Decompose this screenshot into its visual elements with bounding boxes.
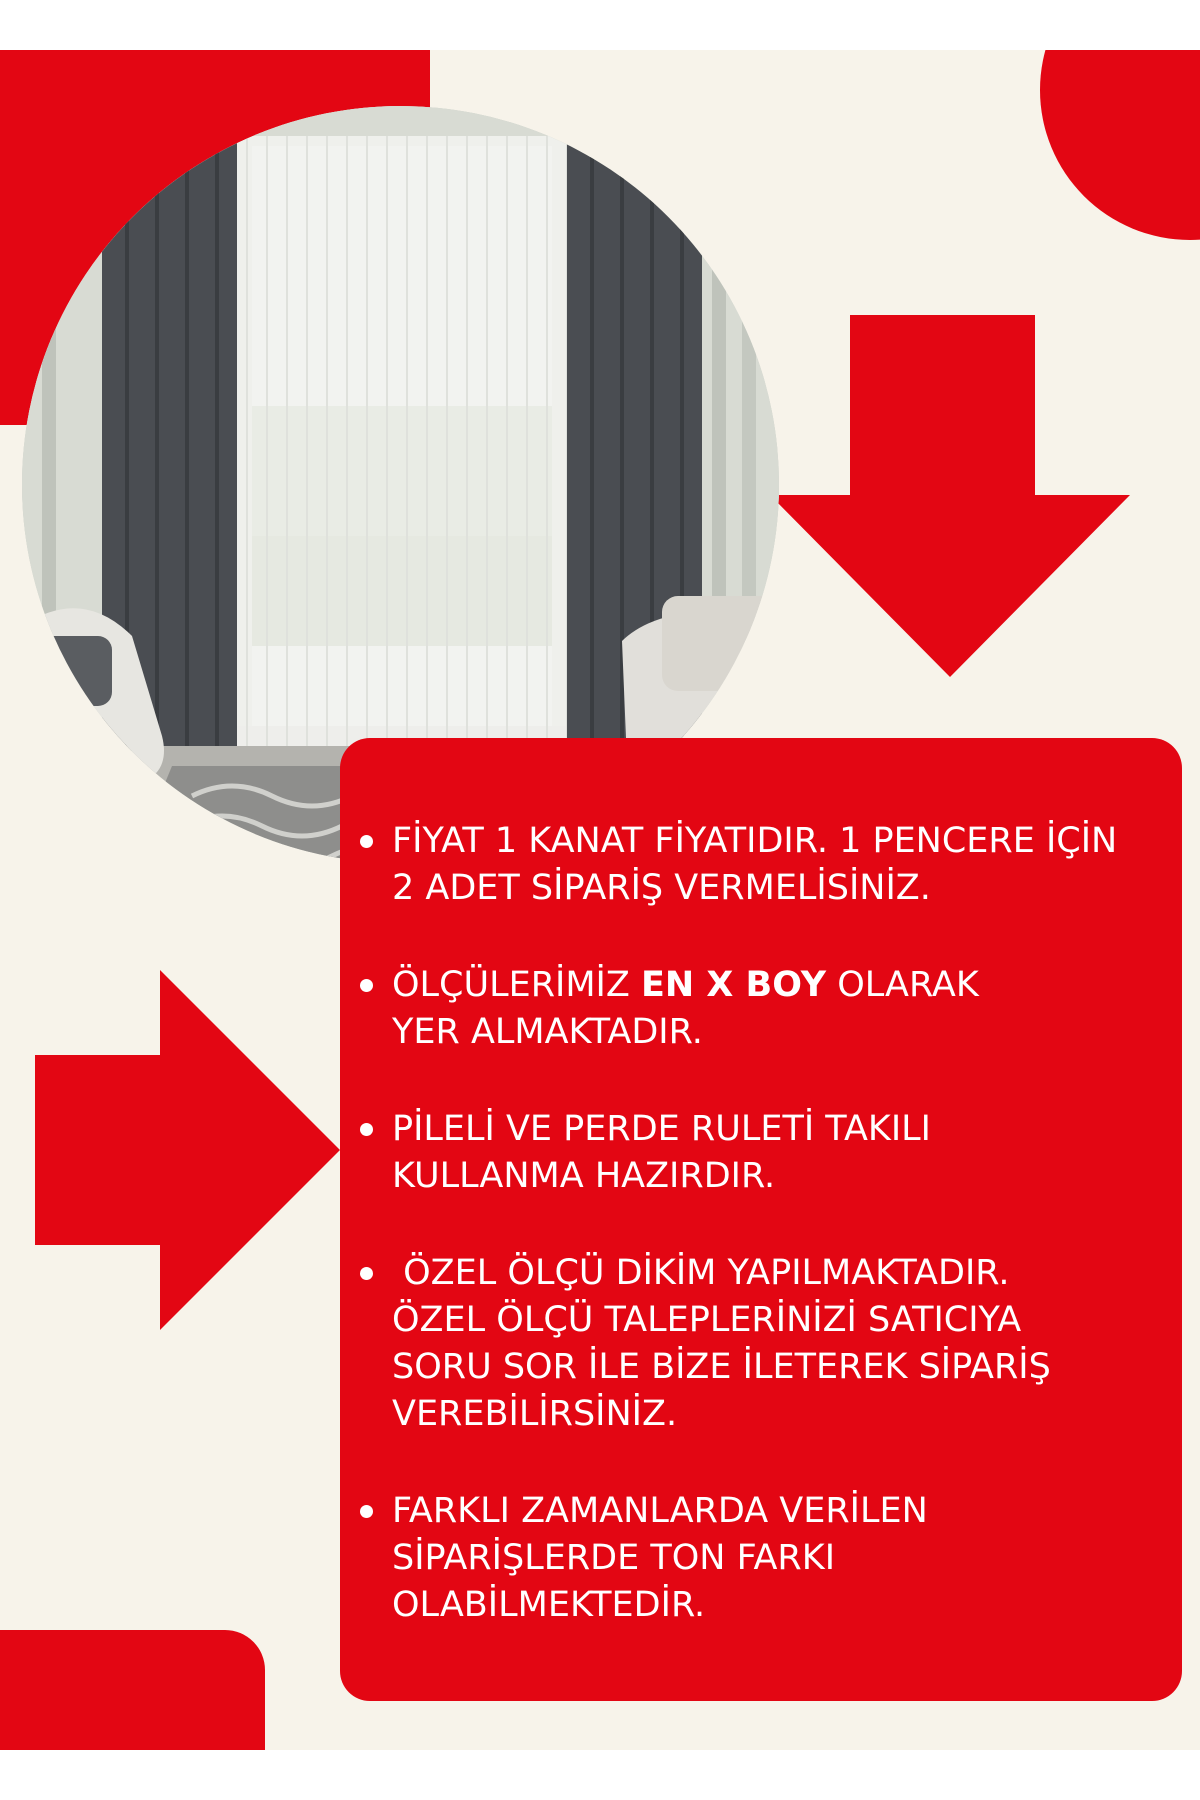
arrow-down-icon <box>770 315 1130 677</box>
decor-red-circle-top-right <box>1040 50 1200 240</box>
bullet-icon <box>360 1123 373 1136</box>
list-item <box>358 818 1168 912</box>
list-item <box>358 962 1168 1056</box>
info-text: ÖZEL ÖLÇÜ DİKİM YAPILMAKTADIR. <box>392 1253 1010 1293</box>
info-text: YER ALMAKTADIR. <box>392 1012 703 1052</box>
info-text: SİPARİŞLERDE TON FARKI <box>392 1538 836 1578</box>
info-text: ÖZEL ÖLÇÜ TALEPLERİNİZİ SATICIYA <box>392 1300 1022 1340</box>
info-text: 2 ADET SİPARİŞ VERMELİSİNİZ. <box>392 868 931 908</box>
info-text: FARKLI ZAMANLARDA VERİLEN <box>392 1491 928 1531</box>
info-text: SORU SOR İLE BİZE İLETEREK SİPARİŞ <box>392 1347 1051 1387</box>
list-item <box>358 1106 1168 1200</box>
bullet-icon <box>360 979 373 992</box>
list-item <box>358 1488 1168 1629</box>
info-text: ÖLÇÜLERİMİZ <box>392 965 641 1005</box>
info-text: OLARAK <box>826 965 979 1005</box>
info-text: FİYAT 1 KANAT FİYATIDIR. 1 PENCERE İÇİN <box>392 821 1118 861</box>
bullet-icon <box>360 1267 373 1280</box>
info-text: PİLELİ VE PERDE RULETİ TAKILI <box>392 1109 931 1149</box>
info-graphic <box>0 50 1200 1750</box>
info-text: KULLANMA HAZIRDIR. <box>392 1156 776 1196</box>
info-text: OLABİLMEKTEDİR. <box>392 1585 706 1625</box>
info-panel <box>340 738 1182 1701</box>
arrow-right-icon <box>35 970 340 1330</box>
bullet-icon <box>360 835 373 848</box>
info-list <box>358 818 1168 1679</box>
decor-red-shape-bottom-left <box>0 1630 265 1750</box>
list-item <box>358 1250 1168 1438</box>
info-text: VEREBİLİRSİNİZ. <box>392 1394 678 1434</box>
dimension-emphasis: EN X BOY <box>640 965 827 1005</box>
bullet-icon <box>360 1505 373 1518</box>
